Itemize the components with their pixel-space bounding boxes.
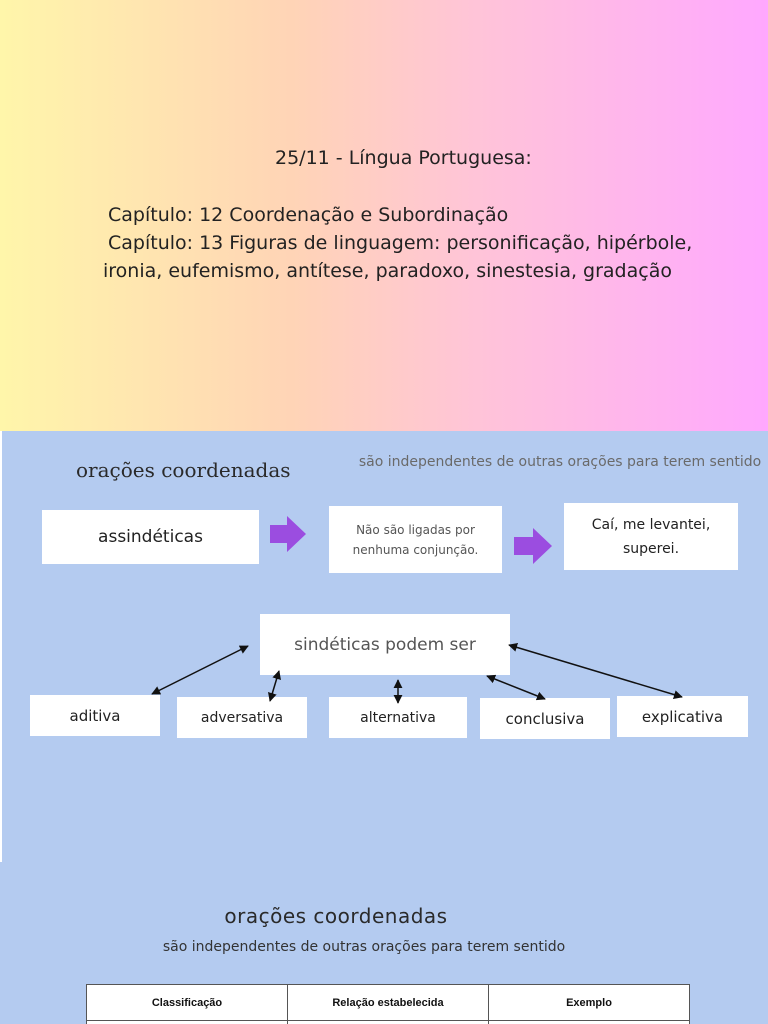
connector-adversativa (270, 671, 279, 701)
assindeticas-box: assindéticas (42, 510, 259, 564)
type-conclusiva: conclusiva (480, 698, 610, 739)
connector-overlay (2, 431, 768, 862)
chapter-13-line-continued: ironia, eufemismo, antítese, paradoxo, sinestesia, gradação (103, 260, 672, 282)
type-alternativa: alternativa (329, 697, 467, 738)
table-header-row (87, 985, 690, 1021)
table-cell (489, 1021, 690, 1024)
connector-explicativa (509, 645, 682, 697)
slide-title: orações coordenadas (224, 904, 448, 928)
slide-title: orações coordenadas (76, 458, 291, 482)
slide-coordenadas-diagram (2, 431, 768, 862)
example-box: Caí, me levantei, superei. (564, 503, 738, 570)
header-classificacao: Classificação (87, 985, 288, 1021)
connector-aditiva (152, 646, 248, 694)
type-adversativa: adversativa (177, 697, 307, 738)
classification-table (86, 984, 690, 1024)
connector-conclusiva (487, 676, 545, 699)
header-relacao: Relação estabelecida (288, 985, 489, 1021)
chapter-13-line: Capítulo: 13 Figuras de linguagem: personificação, hipérbole, (108, 232, 693, 254)
slide-coordenadas-table (0, 866, 768, 1024)
table-cell (87, 1021, 288, 1024)
table-cell (288, 1021, 489, 1024)
sindeticas-box: sindéticas podem ser (260, 614, 510, 675)
date-heading: 25/11 - Língua Portuguesa: (275, 147, 532, 169)
chapter-12-line: Capítulo: 12 Coordenação e Subordinação (108, 204, 509, 226)
type-aditiva: aditiva (30, 695, 160, 736)
definition-box: Não são ligadas por nenhuma conjunção. (329, 506, 502, 573)
header-exemplo: Exemplo (489, 985, 690, 1021)
right-arrow-icon (514, 528, 552, 564)
slide-intro (0, 0, 768, 431)
table-row (87, 1021, 690, 1024)
right-arrow-icon (270, 516, 306, 552)
type-explicativa: explicativa (617, 696, 748, 737)
slide-subtitle: são independentes de outras orações para terem sentido (358, 454, 762, 470)
slide-subtitle: são independentes de outras orações para terem sentido (162, 939, 566, 955)
